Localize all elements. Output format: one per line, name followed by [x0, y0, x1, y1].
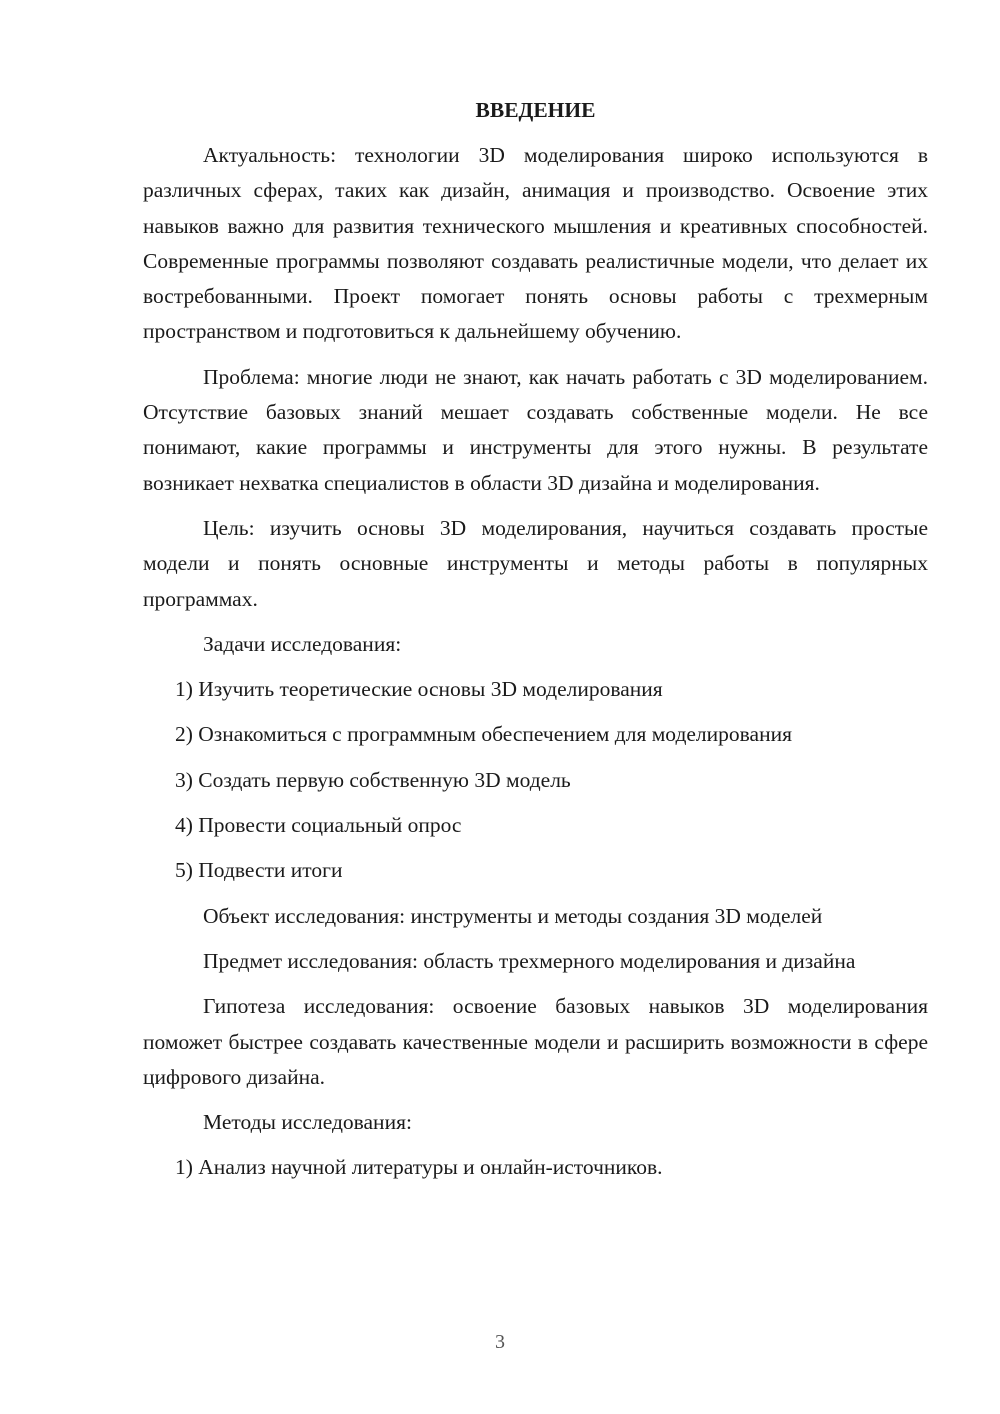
document-title: ВВЕДЕНИЕ [475, 98, 596, 122]
task-item-1: 1) Изучить теоретические основы 3D моделирования [175, 677, 663, 702]
relevance-paragraph: Актуальность: технологии 3D моделирования широко используются в различных сферах, таких как дизайн, анимация и производство. Освоение этих навыков важно для развития технического мышления и креативных способностей. Современные программы позволяют создавать реалистичные модели, что делает их востребованными. Проект помогает понять основы работы с трехмерным пространством и подготовиться к дальнейшему обучению. [143, 143, 928, 344]
method-item-1: 1) Анализ научной литературы и онлайн-источников. [175, 1155, 663, 1180]
tasks-heading: Задачи исследования: [203, 631, 402, 656]
page-number: 3 [495, 1331, 505, 1353]
task-item-3: 3) Создать первую собственную 3D модель [175, 767, 571, 792]
document-page [143, 92, 928, 1196]
task-item-2: 2) Ознакомиться с программным обеспечением для моделирования [175, 722, 792, 747]
task-item-4: 4) Провести социальный опрос [175, 813, 462, 838]
subject-paragraph: Предмет исследования: область трехмерного моделирования и дизайна [203, 948, 856, 973]
object-paragraph: Объект исследования: инструменты и методы создания 3D моделей [203, 903, 823, 928]
methods-heading: Методы исследования: [203, 1110, 412, 1135]
hypothesis-paragraph: Гипотеза исследования: освоение базовых навыков 3D моделирования поможет быстрее создавать качественные модели и расширить возможности в сфере цифрового дизайна. [143, 994, 928, 1089]
task-item-5: 5) Подвести итоги [175, 858, 343, 883]
problem-paragraph: Проблема: многие люди не знают, как начать работать с 3D моделированием. Отсутствие базовых знаний мешает создавать собственные модели. Не все понимают, какие программы и инструменты для этого нужны. В результате возникает нехватка специалистов в области 3D дизайна и моделирования. [143, 364, 928, 495]
goal-paragraph: Цель: изучить основы 3D моделирования, научиться создавать простые модели и понять основные инструменты и методы работы в популярных программах. [143, 515, 928, 611]
